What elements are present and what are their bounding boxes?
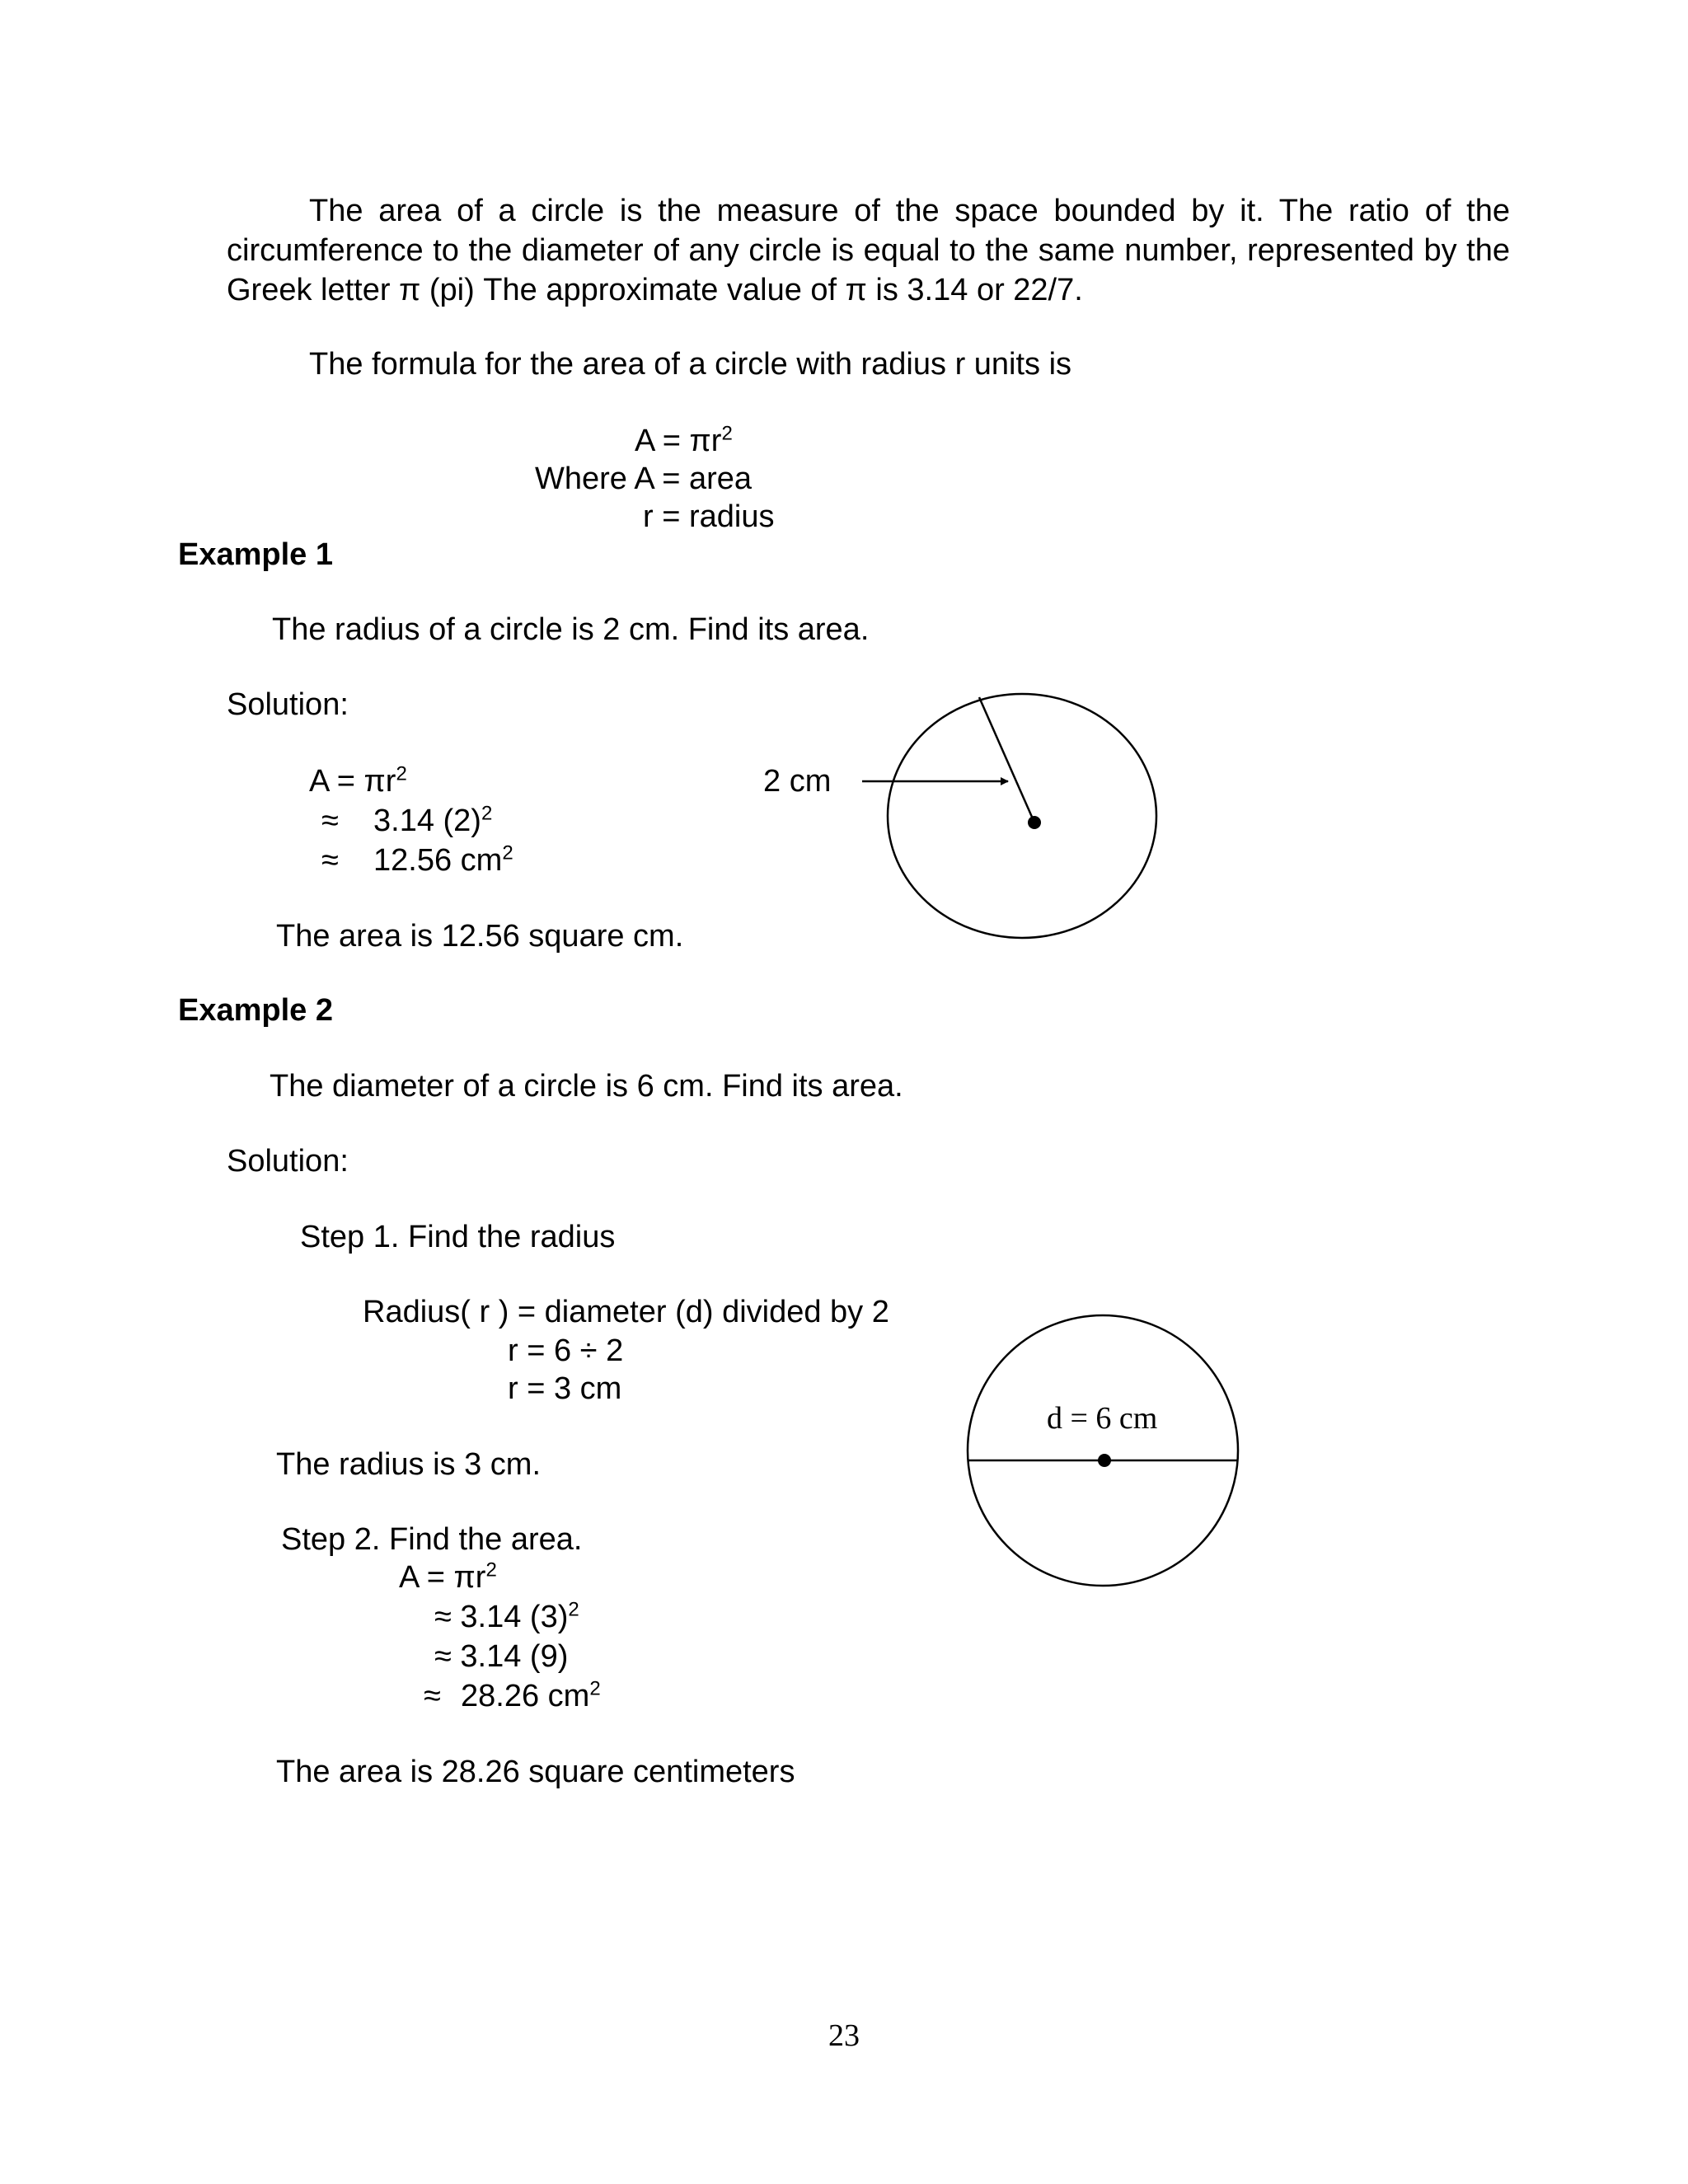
example2-problem: The diameter of a circle is 6 cm. Find its area. bbox=[270, 1069, 903, 1104]
example1-line2-symbol: ≈ bbox=[321, 804, 339, 838]
example1-line3-symbol: ≈ bbox=[321, 843, 339, 878]
formula-where: Where A = area bbox=[535, 462, 752, 496]
example2-radius-result: The radius is 3 cm. bbox=[276, 1447, 541, 1482]
example1-line3-text: 12.56 cm bbox=[373, 843, 503, 878]
example2-a-line3: ≈ 3.14 (9) bbox=[434, 1639, 569, 1674]
formula-intro: The formula for the area of a circle with radius r units is bbox=[309, 347, 1072, 382]
example1-problem: The radius of a circle is 2 cm. Find its area. bbox=[272, 612, 870, 647]
example1-heading: Example 1 bbox=[178, 537, 333, 572]
example2-a-line4-text: 28.26 cm bbox=[461, 1679, 590, 1713]
example1-line2 bbox=[373, 802, 492, 840]
example2-circle bbox=[968, 1315, 1238, 1586]
example2-radius-rule: Radius( r ) = diameter (d) divided by 2 bbox=[363, 1295, 889, 1329]
example1-figure-label: 2 cm bbox=[763, 764, 832, 799]
formula-radius-def: r = radius bbox=[643, 499, 775, 534]
example2-step1: Step 1. Find the radius bbox=[300, 1220, 616, 1254]
example1-circle-figure bbox=[849, 684, 1179, 948]
example2-step2: Step 2. Find the area. bbox=[281, 1522, 583, 1557]
example1-line3 bbox=[373, 841, 513, 879]
example1-line1-text: A = πr bbox=[309, 764, 396, 799]
formula-main bbox=[635, 422, 733, 460]
example1-line1-exponent: 2 bbox=[396, 762, 407, 785]
example2-a-line4-symbol: ≈ bbox=[424, 1679, 441, 1713]
formula-main-exponent: 2 bbox=[721, 422, 733, 445]
example1-line2-text: 3.14 (2) bbox=[373, 804, 481, 838]
example2-r-calc1: r = 6 ÷ 2 bbox=[508, 1333, 624, 1368]
example1-line2-exponent: 2 bbox=[481, 802, 493, 825]
example2-r-calc2: r = 3 cm bbox=[508, 1371, 622, 1406]
example2-figure-label: d = 6 cm bbox=[1047, 1401, 1158, 1436]
example2-a-line1-text: A = πr bbox=[399, 1560, 486, 1595]
example1-line3-exponent: 2 bbox=[502, 841, 513, 865]
page-number: 23 bbox=[828, 2018, 860, 2053]
example2-a-line1-exponent: 2 bbox=[485, 1558, 497, 1582]
example1-radius-line bbox=[979, 697, 1034, 823]
example1-center-point bbox=[1028, 816, 1041, 829]
formula-main-text: A = πr bbox=[635, 424, 722, 458]
example2-circle-figure bbox=[948, 1302, 1245, 1599]
example2-center-point bbox=[1098, 1454, 1111, 1467]
example2-a-line1 bbox=[399, 1558, 497, 1596]
example2-a-line2-exponent: 2 bbox=[568, 1598, 579, 1621]
example2-heading: Example 2 bbox=[178, 993, 333, 1028]
example2-solution-label: Solution: bbox=[227, 1144, 349, 1179]
example2-conclusion: The area is 28.26 square centimeters bbox=[276, 1755, 795, 1789]
example1-solution-label: Solution: bbox=[227, 687, 349, 722]
intro-paragraph: The area of a circle is the measure of the space bounded by it. The ratio of the circumference to the diameter of any circle is equal to the same number, represented by the Greek letter π (pi) The approximate value of π is 3.14 or 22/7. bbox=[227, 194, 1510, 307]
example2-a-line4-exponent: 2 bbox=[589, 1677, 601, 1700]
example2-a-line2-text: ≈ 3.14 (3) bbox=[434, 1600, 569, 1634]
example2-a-line2 bbox=[434, 1598, 579, 1636]
example2-a-line4 bbox=[461, 1677, 601, 1715]
example1-line1 bbox=[309, 762, 407, 800]
example1-conclusion: The area is 12.56 square cm. bbox=[276, 919, 684, 954]
example1-circle bbox=[888, 694, 1156, 938]
